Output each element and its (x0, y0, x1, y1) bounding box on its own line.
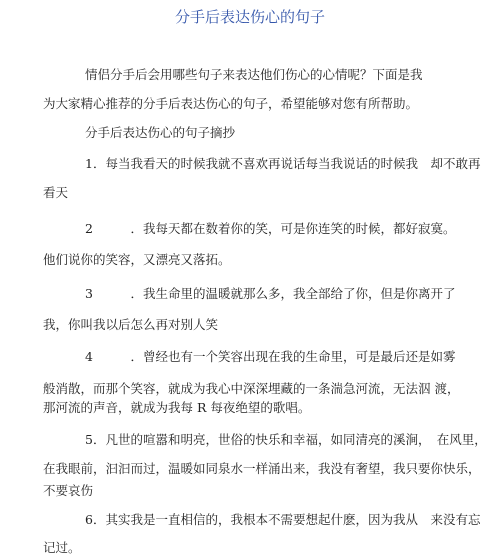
paragraph-line: 他们说你的笑容，又漂亮又落拓。 (43, 252, 231, 267)
paragraph-line: 在我眼前，汩汩而过，温暖如同泉水一样涌出来，我没有奢望，我只要你快乐， (43, 461, 481, 476)
paragraph-line: 3 ．我生命里的温暖就那么多，我全部给了你，但是你离开了 (85, 286, 456, 301)
paragraph-line: 不要哀伤 (43, 483, 94, 498)
paragraph-line: 那河流的声音，就成为我每 R 每夜绝望的歌唱。 (43, 400, 311, 415)
paragraph-line: 般消散，而那个笑容，就成为我心中深深埋藏的一条湍急河流，无法泅 渡， (43, 381, 460, 396)
paragraph-line: 看天 (43, 185, 69, 200)
section-heading: 分手后表达伤心的句子摘抄 (85, 125, 236, 140)
paragraph-line: 1．每当我看天的时候我就不喜欢再说话每当我说话的时候我 却不敢再 (85, 156, 481, 171)
paragraph-line: 情侣分手后会用哪些句子来表达他们伤心的心情呢？下面是我 (85, 67, 423, 82)
paragraph-line: 4 ．曾经也有一个笑容出现在我的生命里，可是最后还是如雾 (85, 349, 456, 364)
paragraph-line: 记过。 (43, 540, 81, 555)
paragraph-line: 6．其实我是一直相信的，我根本不需要想起什麽，因为我从 来没有忘 (85, 512, 481, 527)
paragraph-line: 为大家精心推荐的分手后表达伤心的句子，希望能够对您有所帮助。 (43, 96, 419, 111)
paragraph-line: 5．凡世的喧嚣和明亮，世俗的快乐和幸福，如同清亮的溪涧， 在风里， (85, 432, 487, 447)
paragraph-line: 我，你叫我以后怎么再对别人笑 (43, 317, 219, 332)
paragraph-line: 2 ．我每天都在数着你的笑，可是你连笑的时候，都好寂寞。 (85, 221, 456, 236)
page-title: 分手后表达伤心的句子 (174, 8, 325, 26)
